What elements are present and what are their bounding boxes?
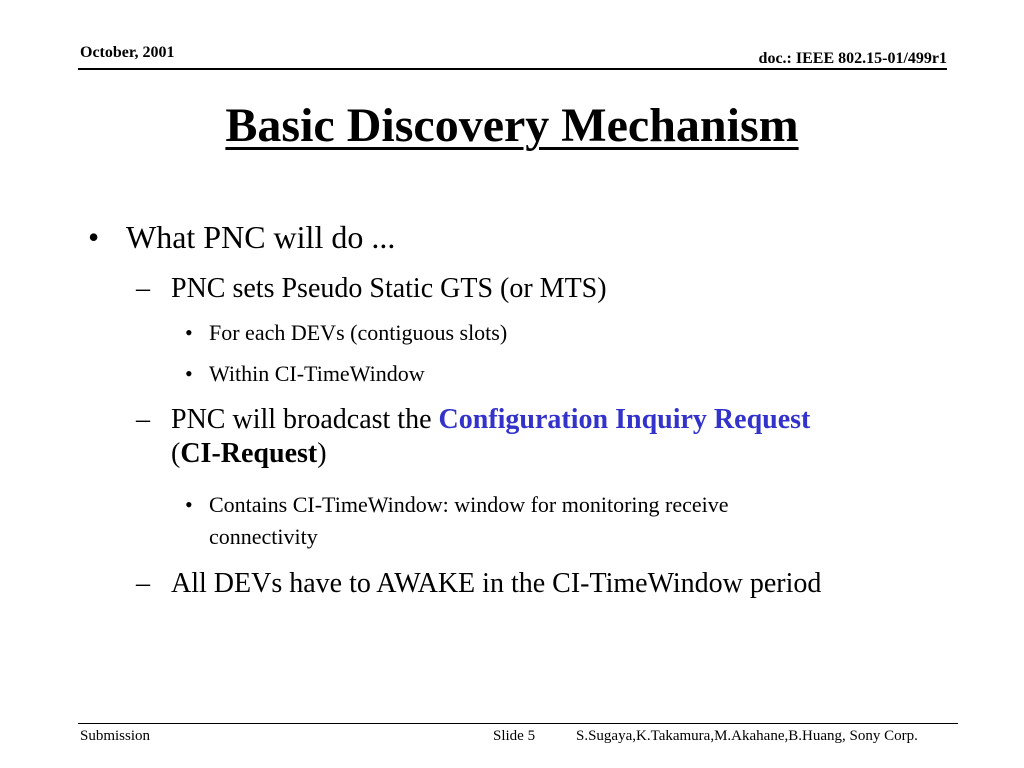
ci-request-fullname: Configuration Inquiry Request (438, 404, 811, 435)
footer-submission: Submission (80, 728, 151, 744)
bullet-what-pnc-will-do: What PNC will do ... (126, 219, 396, 255)
subsub-within-ci-timewindow: Within CI-TimeWindow (209, 361, 425, 386)
footer-rule (78, 723, 958, 724)
paren-open: ( (171, 438, 181, 469)
subbullet-all-devs-awake: All DEVs have to AWAKE in the CI-TimeWindow period (171, 568, 822, 599)
slide-title-text: Basic Discovery Mechanism (225, 99, 799, 152)
subbullet-pnc-broadcast (171, 403, 971, 471)
dash-marker: – (136, 404, 150, 435)
subsub-contains-ci-timewindow (209, 489, 929, 553)
header-date: October, 2001 (80, 44, 175, 61)
footer-slide-number: Slide 5 (493, 728, 536, 744)
paren-close: ) (317, 438, 327, 469)
header-rule (78, 68, 947, 70)
subbullet-pnc-sets-gts: PNC sets Pseudo Static GTS (or MTS) (171, 273, 607, 304)
bullet-dot: • (185, 361, 193, 386)
subsub-for-each-devs: For each DEVs (contiguous slots) (209, 320, 508, 345)
slide-title (0, 98, 1024, 154)
dash-marker: – (136, 273, 150, 304)
contains-line-1: Contains CI-TimeWindow: window for monitoring receive (209, 492, 729, 517)
bullet-dot: • (185, 320, 193, 345)
bullet-dot: • (88, 219, 100, 255)
broadcast-prefix: PNC will broadcast the (171, 404, 439, 435)
dash-marker: – (136, 568, 150, 599)
contains-line-2: connectivity (209, 524, 318, 549)
header-doc-id: doc.: IEEE 802.15-01/499r1 (758, 50, 947, 67)
bullet-dot: • (185, 492, 193, 517)
footer-authors: S.Sugaya,K.Takamura,M.Akahane,B.Huang, Sony Corp. (576, 728, 918, 744)
ci-request-abbrev: CI-Request (180, 438, 318, 469)
